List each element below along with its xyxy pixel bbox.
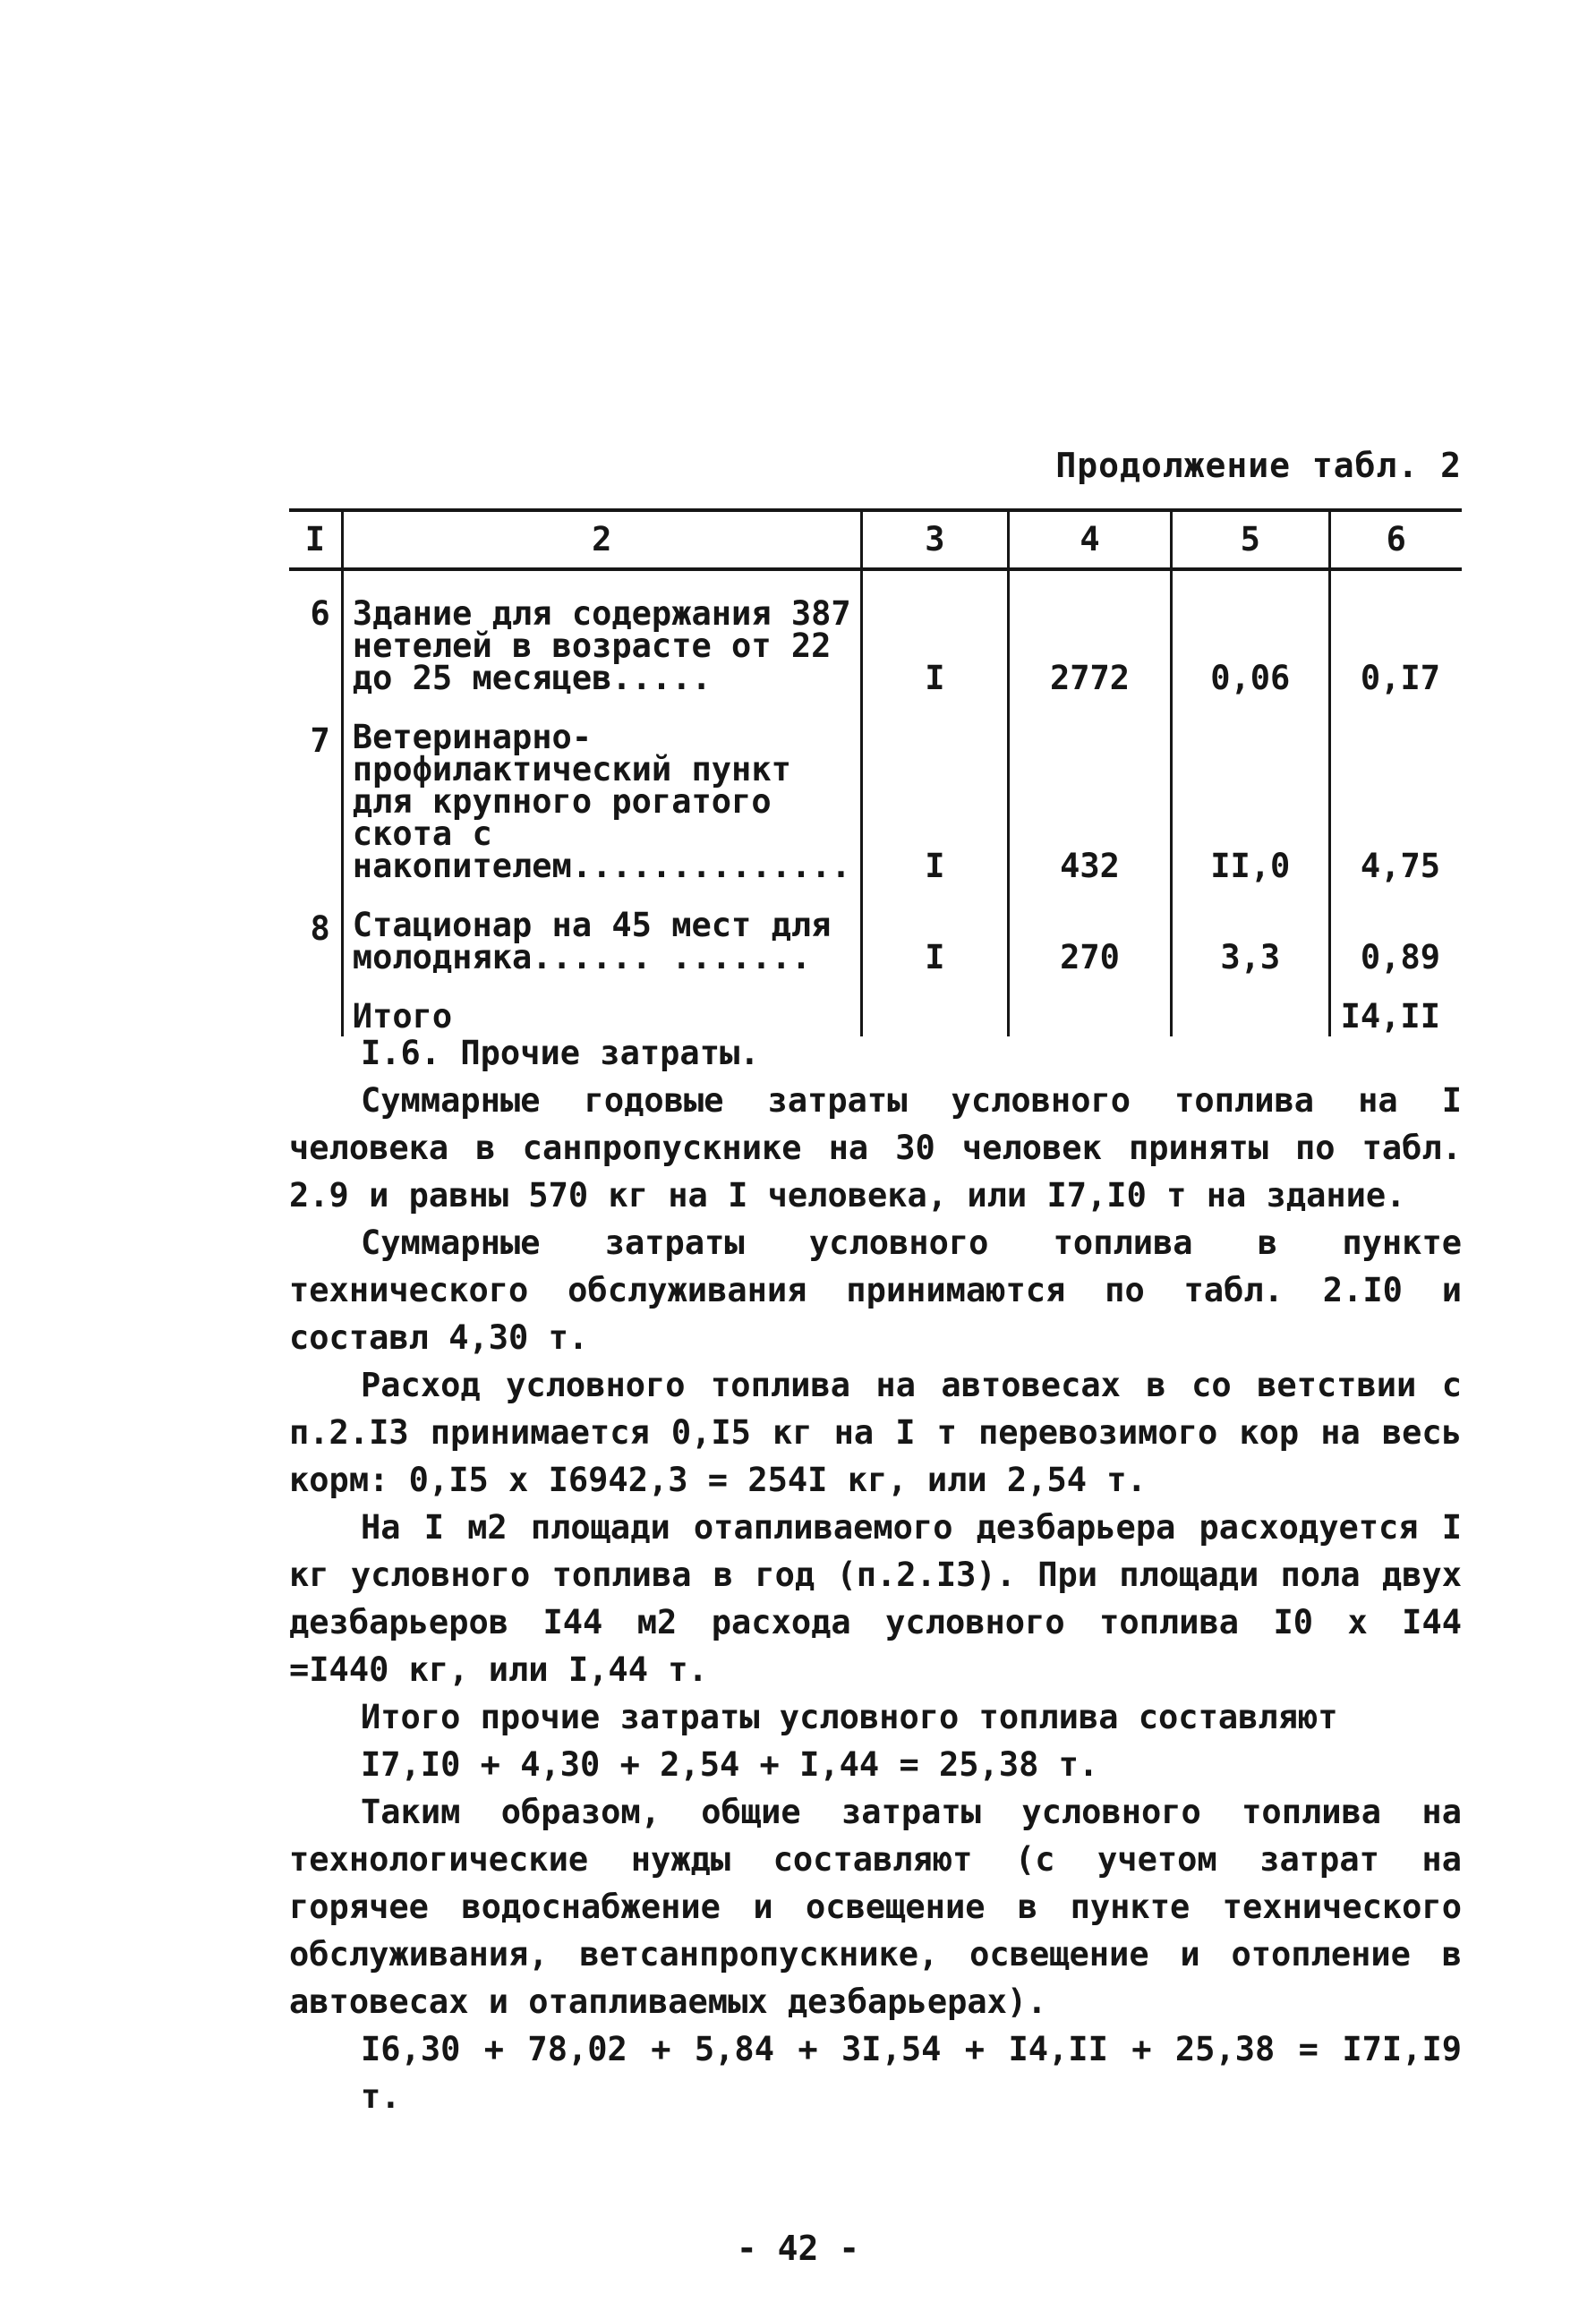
row-number: 7 — [310, 721, 330, 760]
row-quantity: I — [861, 886, 1008, 977]
row-value-4: 432 — [1009, 698, 1172, 886]
paragraph: Таким образом, общие затраты условного топлива на технологические нужды составляют (с учетом затрат на горячее водоснабжение и освещение в пункте технического обслуживания, ветсанпропускнике, освещение и отопление в автовесах и отапливаемых дезбарьерах). — [289, 1793, 1462, 2021]
header-cell: 4 — [1009, 510, 1172, 569]
table-row — [289, 569, 1462, 698]
table-row — [289, 886, 1462, 977]
header-cell: 3 — [861, 510, 1008, 569]
paragraph: Суммарные затраты условного топлива в пункте технического обслуживания принимаются по табл. 2.I0 и составл 4,30 т. — [289, 1223, 1462, 1357]
data-table — [289, 508, 1462, 1036]
equation: I7,I0 + 4,30 + 2,54 + I,44 = 25,38 т. — [361, 1745, 1099, 1784]
header-cell: 5 — [1172, 510, 1330, 569]
paragraph: Суммарные годовые затраты условного топлива на I человека в санпропускнике на 30 человек приняты по табл. 2.9 и равны 570 кг на I человека, или I7,I0 т на здание. — [289, 1081, 1462, 1215]
paragraph: Расход условного топлива на автовесах в со ветствии с п.2.I3 принимается 0,I5 кг на I т перевозимого кор на весь корм: 0,I5 х I6942,3 = 254I кг, или 2,54 т. — [289, 1366, 1462, 1499]
row-number: 6 — [310, 594, 330, 633]
paragraph: На I м2 площади отапливаемого дезбарьера расходуется I кг условного топлива в год (п.2.I3). При площади пола двух дезбарьеров I44 м2 расхода условного топлива I0 х I44 =I440 кг, или I,44 т. — [289, 1508, 1462, 1689]
body-text — [289, 1029, 1462, 2120]
row-name-text: Итого — [352, 997, 453, 1036]
header-cell: I — [289, 510, 342, 569]
page-number: - 42 - — [736, 2229, 860, 2268]
table-header-row — [289, 510, 1462, 569]
header-cell: 2 — [342, 510, 861, 569]
row-name — [342, 569, 861, 698]
section-heading: I.6. Прочие затраты. — [361, 1034, 760, 1072]
row-value-6: 4,75 — [1329, 698, 1462, 886]
row-value-5 — [1172, 977, 1330, 1036]
row-name-text: Ветеринарно-профилактический пункт для крупного рогатого скота с накопителем.............. — [352, 718, 851, 885]
row-quantity — [861, 977, 1008, 1036]
row-value-4 — [1009, 977, 1172, 1036]
row-value-6: 0,89 — [1329, 886, 1462, 977]
row-number: 8 — [310, 909, 330, 948]
paragraph: Итого прочие затраты условного топлива составляют — [361, 1698, 1338, 1736]
row-name — [342, 886, 861, 977]
row-value-5: 0,06 — [1172, 569, 1330, 698]
table-row — [289, 698, 1462, 886]
table-total-row — [289, 977, 1462, 1036]
equation: I6,30 + 78,02 + 5,84 + 3I,54 + I4,II + 25,38 = I7I,I9 т. — [361, 2030, 1462, 2116]
row-value-5: 3,3 — [1172, 886, 1330, 977]
table-caption: Продолжение табл. 2 — [1055, 446, 1462, 485]
row-quantity: I — [861, 698, 1008, 886]
row-name-text: Здание для содержания 387 нетелей в возрасте от 22 до 25 месяцев..... — [352, 594, 851, 697]
row-number — [289, 977, 342, 1036]
row-value-4: 2772 — [1009, 569, 1172, 698]
row-value-4: 270 — [1009, 886, 1172, 977]
row-value-6: I4,II — [1329, 977, 1462, 1036]
row-value-6: 0,I7 — [1329, 569, 1462, 698]
row-name — [342, 977, 861, 1036]
row-value-5: II,0 — [1172, 698, 1330, 886]
row-name-text: Стационар на 45 мест для молодняка...... ....... — [352, 906, 832, 976]
row-name — [342, 698, 861, 886]
header-cell: 6 — [1329, 510, 1462, 569]
row-quantity: I — [861, 569, 1008, 698]
